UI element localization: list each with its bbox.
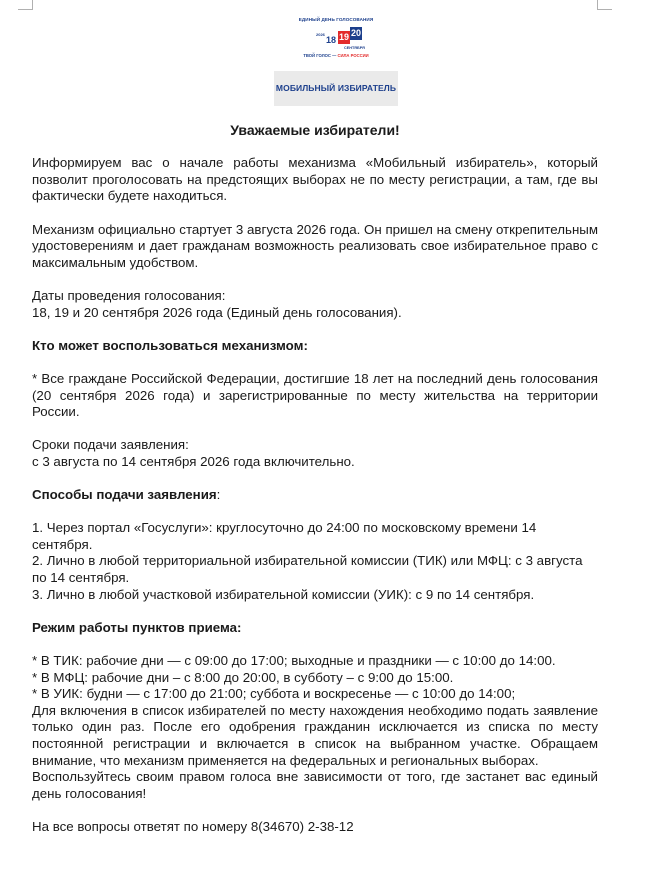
hours-item: * В УИК: будни — с 17:00 до 21:00; суббота и воскресенье — с 10:00 до 14:00; xyxy=(32,686,516,702)
logo-slogan-part2: СИЛА РОССИИ xyxy=(337,53,369,58)
deadline-value: с 3 августа по 14 сентября 2026 года включительно. xyxy=(32,453,355,469)
closing-paragraph: Воспользуйтесь своим правом голоса вне зависимости от того, где застанет вас единый день голосования! xyxy=(32,769,598,801)
contact-line: На все вопросы ответят по номеру 8(34670) 2-38-12 xyxy=(32,818,354,834)
logo-top-text: ЕДИНЫЙ ДЕНЬ ГОЛОСОВАНИЯ xyxy=(298,17,374,22)
start-paragraph: Механизм официально стартует 3 августа 2026 года. Он пришел на смену открепительным удостоверениям и дает гражданам возможность реализовать свое избирательное право с максимальным удобством. xyxy=(32,221,598,270)
intro-paragraph: Информируем вас о начале работы механизма «Мобильный избиратель», который позволит проголосовать на предстоящих выборах не по месту регистрации, а там, где вы фактически будете находиться. xyxy=(32,155,598,204)
hours-heading: Режим работы пунктов приема: xyxy=(32,619,242,635)
crop-mark-left xyxy=(18,0,33,10)
crop-mark-right xyxy=(597,0,612,10)
methods-heading xyxy=(32,487,598,504)
hours-item: * В ТИК: рабочие дни — с 09:00 до 17:00; выходные и праздники — с 10:00 до 14:00. xyxy=(32,653,556,668)
who-text: * Все граждане Российской Федерации, достигшие 18 лет на последний день голосования (20 сентября 2026 года) и зарегистрированные по месту жительства на территории России. xyxy=(32,370,598,420)
logo-dates xyxy=(306,25,366,55)
logo-day-20: 20 xyxy=(350,28,361,38)
method-item: 3. Лично в любой участковой избирательной комиссии (УИК): с 9 по 14 сентября. xyxy=(32,586,535,602)
logo-slogan-part1: ТВОЙ ГОЛОС — xyxy=(303,53,338,58)
deadline-label: Сроки подачи заявления: xyxy=(32,437,189,453)
method-item: 1. Через портал «Госуслуги»: круглосуточно до 24:00 по московскому времени 14 сентября. xyxy=(32,520,537,552)
logo-day-19: 19 xyxy=(338,32,349,42)
method-item: 2. Лично в любой территориальной избирательной комиссии (ТИК) или МФЦ: с 3 августа по 14 сентября. xyxy=(32,553,583,586)
methods-heading-text: Способы подачи заявления xyxy=(32,487,217,503)
logo-month: СЕНТЯБРЯ xyxy=(344,46,365,50)
who-heading: Кто может воспользоваться механизмом: xyxy=(32,337,308,353)
mobile-voter-badge: МОБИЛЬНЫЙ ИЗБИРАТЕЛЬ xyxy=(274,71,398,106)
logo-year: 2026 xyxy=(316,32,325,37)
methods-heading-colon: : xyxy=(216,487,221,503)
election-logo xyxy=(296,17,376,65)
hours-item: * В МФЦ: рабочие дни – с 8:00 до 20:00, в субботу – с 9:00 до 15:00. xyxy=(32,669,454,685)
logo-day-18: 18 xyxy=(326,35,337,45)
note-paragraph: Для включения в список избирателей по месту нахождения необходимо подать заявление только один раз. После его одобрения гражданин исключается из списка по месту постоянной регистрации и включается в список на выбранном участке. Обращаем внимание, что механизм применяется на федеральных и региональных выборах. xyxy=(32,702,598,768)
document-title: Уважаемые избиратели! xyxy=(230,122,400,138)
dates-label: Даты проведения голосования: xyxy=(32,287,226,303)
dates-value: 18, 19 и 20 сентября 2026 года (Единый день голосования). xyxy=(32,304,402,320)
document-body xyxy=(32,122,598,836)
